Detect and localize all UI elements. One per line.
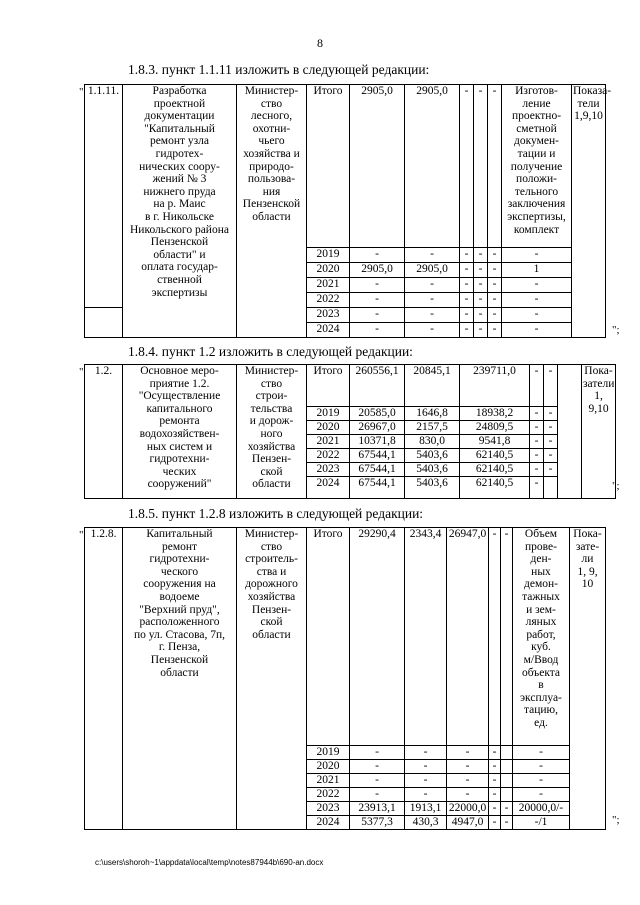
fund-4-cell: -: [488, 263, 502, 278]
fund-2-cell: 22000,0: [447, 802, 489, 816]
open-quote: ": [79, 366, 84, 378]
total-cell: 67544,1: [350, 477, 405, 499]
fund-4-cell: -: [501, 816, 513, 830]
section-heading-1-8-4: 1.8.4. пункт 1.2 изложить в следующей редакции:: [128, 344, 413, 359]
fund-1-cell: 1646,8: [405, 407, 460, 421]
fund-2-cell: 24809,5: [460, 421, 530, 435]
fund-4-cell: -: [544, 365, 558, 407]
fund-2-cell: -: [460, 323, 474, 338]
file-path-footer: c:\users\shoroh~1\appdata\local\temp\notes87944b\690-an.docx: [95, 858, 324, 867]
fund-3-cell: -: [474, 308, 488, 323]
total-cell: -: [350, 746, 405, 760]
item-executor: Министер- ство строитель- ства и дорожного хозяйства Пензен- ской области: [237, 528, 307, 830]
value-cell: -: [513, 788, 570, 802]
value-cell: -: [502, 248, 572, 263]
fund-1-cell: -: [405, 308, 460, 323]
fund-3-cell: -: [474, 263, 488, 278]
fund-2-cell: -: [460, 308, 474, 323]
year-cell: 2020: [307, 263, 350, 278]
fund-2-cell: -: [447, 760, 489, 774]
year-cell: 2020: [307, 760, 350, 774]
item-code: 1.2.8.: [85, 528, 123, 830]
fund-3-cell: -: [530, 421, 544, 435]
total-cell: 260556,1: [350, 365, 405, 407]
year-cell: 2024: [307, 816, 350, 830]
fund-3-cell: -: [474, 323, 488, 338]
item-name: Основное меро- приятие 1.2. "Осуществление капитального ремонта водохозяйствен- ных систем и гидротехни- ческих сооружений": [123, 365, 237, 499]
total-cell: 26967,0: [350, 421, 405, 435]
fund-2-cell: -: [447, 774, 489, 788]
fund-4-cell: -: [488, 248, 502, 263]
value-cell: -: [513, 760, 570, 774]
fund-3-cell: -: [474, 248, 488, 263]
value-cell: 20000,0/-: [513, 802, 570, 816]
fund-2-cell: 18938,2: [460, 407, 530, 421]
year-cell: 2022: [307, 788, 350, 802]
fund-2-cell: -: [460, 85, 474, 248]
section-heading-1-8-5: 1.8.5. пункт 1.2.8 изложить в следующей редакции:: [128, 506, 424, 521]
total-cell: -: [350, 278, 405, 293]
open-quote: ": [79, 529, 84, 541]
value-cell: 1: [502, 263, 572, 278]
fund-4-cell: -: [501, 528, 513, 746]
fund-4-cell: [501, 760, 513, 774]
total-cell: -: [350, 323, 405, 338]
value-cell: -: [513, 774, 570, 788]
fund-1-cell: -: [405, 278, 460, 293]
fund-2-cell: -: [460, 293, 474, 308]
year-cell: 2021: [307, 774, 350, 788]
item-ref: Показа- тели 1,9,10: [572, 85, 606, 338]
item-name: Разработка проектной документации "Капитальный ремонт узла гидротех- нических соору- жений № 3 нижнего пруда на р. Маис в г. Никольске Никольского района Пензенской области" и оплата государ- ственной экспертизы: [123, 85, 237, 338]
total-cell: 67544,1: [350, 463, 405, 477]
year-cell: 2022: [307, 449, 350, 463]
fund-3-cell: -: [474, 293, 488, 308]
fund-4-cell: -: [544, 421, 558, 435]
fund-1-cell: -: [405, 248, 460, 263]
fund-3-cell: -: [530, 463, 544, 477]
fund-1-cell: 5403,6: [405, 463, 460, 477]
year-cell: 2023: [307, 463, 350, 477]
fund-3-cell: -: [489, 746, 501, 760]
fund-1-cell: 2905,0: [405, 85, 460, 248]
fund-4-cell: -: [488, 308, 502, 323]
total-cell: -: [350, 308, 405, 323]
value-cell: -/1: [513, 816, 570, 830]
fund-4-cell: -: [501, 802, 513, 816]
total-cell: 5377,3: [350, 816, 405, 830]
year-cell: 2020: [307, 421, 350, 435]
fund-1-cell: 830,0: [405, 435, 460, 449]
item-indicator: [558, 365, 582, 499]
year-cell: Итого: [307, 365, 350, 407]
fund-1-cell: 2343,4: [405, 528, 447, 746]
table-1-2-8: [84, 527, 606, 830]
item-code: 1.1.11.: [85, 85, 123, 308]
fund-1-cell: 5403,6: [405, 477, 460, 499]
fund-3-cell: -: [489, 816, 501, 830]
total-cell: -: [350, 774, 405, 788]
value-cell: -: [502, 308, 572, 323]
fund-3-cell: -: [474, 85, 488, 248]
fund-4-cell: -: [488, 85, 502, 248]
fund-4-cell: -: [544, 463, 558, 477]
fund-4-cell: -: [544, 449, 558, 463]
fund-1-cell: 5403,6: [405, 449, 460, 463]
open-quote: ": [79, 86, 84, 98]
total-cell: -: [350, 248, 405, 263]
year-cell: 2019: [307, 746, 350, 760]
total-cell: -: [350, 293, 405, 308]
total-cell: 10371,8: [350, 435, 405, 449]
fund-2-cell: -: [447, 746, 489, 760]
table-1-1-11: [84, 84, 612, 338]
fund-3-cell: -: [489, 760, 501, 774]
fund-3-cell: -: [530, 365, 544, 407]
year-cell: 2024: [307, 477, 350, 499]
fund-4-cell: [544, 477, 558, 499]
total-cell: 29290,4: [350, 528, 405, 746]
value-cell: -: [513, 746, 570, 760]
item-ref: Пока- затели 1, 9,10: [582, 365, 616, 499]
fund-2-cell: 26947,0: [447, 528, 489, 746]
fund-4-cell: -: [544, 407, 558, 421]
fund-1-cell: -: [405, 323, 460, 338]
page-number: 8: [317, 36, 323, 50]
fund-2-cell: 4947,0: [447, 816, 489, 830]
fund-1-cell: -: [405, 760, 447, 774]
fund-1-cell: -: [405, 293, 460, 308]
item-executor: Министер- ство лесного, охотни- чьего хозяйства и природо- пользова- ния Пензенской области: [237, 85, 307, 338]
item-executor: Министер- ство строи- тельства и дорож- ного хозяйства Пензен- ской области: [237, 365, 307, 499]
year-cell: 2023: [307, 802, 350, 816]
fund-3-cell: -: [530, 477, 544, 499]
year-cell: 2019: [307, 407, 350, 421]
fund-4-cell: -: [488, 293, 502, 308]
fund-1-cell: 1913,1: [405, 802, 447, 816]
section-heading-1-8-3: 1.8.3. пункт 1.1.11 изложить в следующей редакции:: [128, 62, 430, 77]
item-code: 1.2.: [85, 365, 123, 499]
year-cell: Итого: [307, 528, 350, 746]
fund-4-cell: [501, 788, 513, 802]
value-cell: -: [502, 323, 572, 338]
item-indicator: Объем прове- ден- ных демон- тажных и зем- ляных работ, куб. м/Ввод объекта в эксплуа- тацию, ед.: [513, 528, 570, 746]
table-1-2: [84, 364, 616, 499]
total-cell: 20585,0: [350, 407, 405, 421]
blank-cell: [85, 308, 123, 338]
fund-4-cell: -: [544, 435, 558, 449]
item-indicator: Изготов- ление проектно- сметной докумен- тации и получение положи- тельного заключения экспертизы, комплект: [502, 85, 572, 248]
close-quote: ";: [612, 814, 620, 826]
fund-1-cell: 430,3: [405, 816, 447, 830]
total-cell: 67544,1: [350, 449, 405, 463]
fund-2-cell: 62140,5: [460, 477, 530, 499]
fund-3-cell: -: [530, 435, 544, 449]
fund-1-cell: 2905,0: [405, 263, 460, 278]
fund-4-cell: -: [488, 323, 502, 338]
fund-4-cell: [501, 746, 513, 760]
fund-1-cell: -: [405, 788, 447, 802]
year-cell: 2021: [307, 435, 350, 449]
fund-1-cell: 20845,1: [405, 365, 460, 407]
total-cell: 2905,0: [350, 85, 405, 248]
year-cell: 2019: [307, 248, 350, 263]
fund-3-cell: -: [474, 278, 488, 293]
close-quote: ";: [612, 324, 620, 336]
year-cell: 2021: [307, 278, 350, 293]
year-cell: 2022: [307, 293, 350, 308]
fund-2-cell: 9541,8: [460, 435, 530, 449]
fund-4-cell: [501, 774, 513, 788]
item-name: Капитальный ремонт гидротехни- ческого сооружения на водоеме "Верхний пруд", расположенного по ул. Стасова, 7п, г. Пенза, Пензенской области: [123, 528, 237, 830]
year-cell: 2023: [307, 308, 350, 323]
total-cell: -: [350, 788, 405, 802]
fund-2-cell: 62140,5: [460, 463, 530, 477]
total-cell: -: [350, 760, 405, 774]
fund-3-cell: -: [489, 774, 501, 788]
fund-3-cell: -: [489, 528, 501, 746]
fund-2-cell: -: [460, 278, 474, 293]
fund-1-cell: 2157,5: [405, 421, 460, 435]
fund-2-cell: -: [447, 788, 489, 802]
year-cell: 2024: [307, 323, 350, 338]
value-cell: -: [502, 293, 572, 308]
year-cell: Итого: [307, 85, 350, 248]
fund-3-cell: -: [530, 449, 544, 463]
fund-1-cell: -: [405, 746, 447, 760]
fund-2-cell: -: [460, 263, 474, 278]
fund-2-cell: 62140,5: [460, 449, 530, 463]
fund-3-cell: -: [489, 788, 501, 802]
fund-4-cell: -: [488, 278, 502, 293]
fund-3-cell: -: [530, 407, 544, 421]
value-cell: -: [502, 278, 572, 293]
fund-2-cell: 239711,0: [460, 365, 530, 407]
item-ref: Пока- зате- ли 1, 9, 10: [570, 528, 606, 830]
fund-3-cell: -: [489, 802, 501, 816]
total-cell: 2905,0: [350, 263, 405, 278]
fund-1-cell: -: [405, 774, 447, 788]
fund-2-cell: -: [460, 248, 474, 263]
close-quote: ";: [612, 480, 620, 492]
total-cell: 23913,1: [350, 802, 405, 816]
